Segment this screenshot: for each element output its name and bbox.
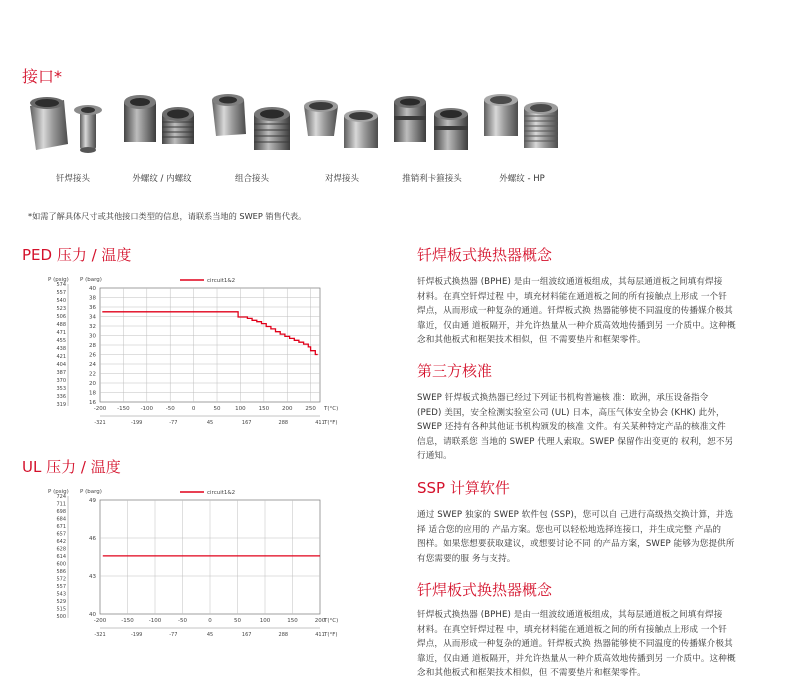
combination-fitting-icon — [212, 94, 290, 150]
caption-thread: 外螺纹 / 内螺纹 — [132, 174, 192, 184]
y-axis-label-barg: P (barg) — [80, 277, 102, 283]
y-axis-label-barg: P (barg) — [80, 489, 102, 495]
text-line: 材料。在真空钎焊过程 中，填充材料能在通道板之间的所有接触点上形成 一个钎 — [417, 291, 727, 302]
text-line: 材料。在真空钎焊过程 中，填充材料能在通道板之间的所有接触点上形成 一个钎 — [417, 624, 727, 635]
y-tick-barg: 40 — [89, 612, 96, 618]
x-tick-c: -150 — [117, 406, 130, 412]
x-unit-f: T(°F) — [324, 632, 338, 638]
section-body — [417, 275, 787, 348]
caption-butt-weld: 对焊接头 — [324, 174, 359, 184]
y-tick-psig: 455 — [56, 338, 66, 344]
x-tick-c: 150 — [258, 406, 270, 412]
text-line: 通过 SWEP 独家的 SWEP 软件包 (SSP)，您可以自 己进行高级热交换计算，并选 — [417, 510, 734, 520]
x-tick-c: -200 — [93, 618, 107, 624]
x-tick-c: 150 — [287, 618, 298, 624]
text-column — [417, 244, 787, 348]
text-line: 焊点，从而形成一种复杂的通道。钎焊板式换 热器能够使不同温度的传播媒介极其 — [417, 639, 733, 650]
y-tick-barg: 22 — [89, 371, 96, 378]
text-line: 焊点，从而形成一种复杂的通道。钎焊板式换 热器能够使不同温度的传播媒介极其 — [417, 306, 733, 317]
y-tick-psig: 724 — [56, 494, 66, 500]
y-tick-barg: 18 — [89, 390, 96, 397]
ped-chart — [22, 270, 352, 430]
x-unit-c: T(°C) — [324, 406, 339, 412]
section-title: SSP 计算软件 — [417, 479, 510, 497]
hp-thread-fitting-icon — [484, 94, 558, 148]
x-tick-c: 100 — [235, 406, 246, 412]
x-tick-c: -50 — [165, 406, 175, 412]
text-line: 有您需要的服 务与支持。 — [417, 553, 516, 564]
y-tick-barg: 26 — [89, 352, 96, 359]
text-line: 靠近，仅由通 道板隔开，并允许热量从一种介质高效地传播到另 一介质中。这种概 — [417, 320, 736, 331]
x-tick-f: -199 — [130, 632, 143, 638]
y-tick-psig: 336 — [56, 394, 66, 400]
y-tick-psig: 529 — [56, 599, 66, 605]
y-tick-barg: 49 — [89, 498, 96, 504]
y-tick-barg: 24 — [89, 362, 96, 368]
clamp-fitting-icon — [394, 96, 468, 150]
connection-images — [22, 92, 582, 162]
y-tick-psig: 698 — [56, 509, 66, 515]
y-tick-psig: 404 — [56, 362, 66, 368]
y-tick-psig: 684 — [56, 516, 66, 523]
brazed-fitting-icon — [30, 97, 102, 153]
text-line: 择 适合您的应用的 产品方案。您也可以轻松地选择连接口，并生成完整 产品的 — [417, 524, 722, 535]
y-tick-psig: 543 — [56, 591, 66, 598]
y-tick-psig: 438 — [56, 346, 66, 352]
x-tick-f: -321 — [94, 632, 106, 638]
y-tick-psig: 515 — [56, 606, 66, 613]
y-tick-psig: 711 — [56, 501, 66, 508]
text-line: 念和其他板式和框架技术相似，但 不需要垫片和框架零件。 — [417, 668, 646, 679]
y-tick-psig: 671 — [56, 524, 66, 530]
x-tick-c: -50 — [178, 618, 187, 624]
x-tick-f: -77 — [169, 420, 178, 426]
x-tick-c: -100 — [148, 618, 162, 624]
y-tick-psig: 574 — [56, 282, 66, 288]
series-line — [102, 312, 317, 355]
y-tick-psig: 628 — [56, 546, 66, 553]
section-title: 第三方核准 — [417, 362, 493, 380]
fittings-illustration — [22, 92, 582, 162]
y-tick-psig: 387 — [56, 370, 66, 376]
connections-footnote: *如需了解具体尺寸或其他接口类型的信息，请联系当地的 SWEP 销售代表。 — [28, 211, 307, 221]
y-tick-psig: 523 — [56, 306, 66, 312]
y-axis-label-psig: P (psig) — [48, 489, 69, 495]
text-column — [417, 477, 787, 566]
caption-brazed: 钎焊接头 — [55, 174, 90, 184]
y-tick-psig: 506 — [56, 314, 66, 320]
y-tick-psig: 557 — [56, 584, 66, 590]
x-tick-c: 100 — [259, 618, 271, 624]
text-line: 念和其他板式和框架技术相似，但 不需要垫片和框架零件。 — [417, 335, 646, 346]
y-tick-barg: 28 — [89, 343, 96, 349]
section-title: 钎焊板式换热器概念 — [417, 246, 553, 264]
y-tick-barg: 38 — [89, 295, 96, 302]
x-tick-c: 200 — [314, 618, 326, 624]
y-tick-barg: 43 — [89, 574, 96, 580]
connections-title: 接口* — [22, 67, 63, 86]
y-tick-psig: 600 — [56, 561, 66, 568]
y-tick-psig: 557 — [56, 290, 66, 296]
ped-title: PED 压力 / 温度 — [22, 246, 132, 264]
y-tick-psig: 642 — [56, 539, 66, 545]
y-tick-psig: 319 — [56, 402, 66, 408]
y-tick-barg: 16 — [89, 400, 96, 406]
x-tick-c: 250 — [305, 406, 316, 412]
text-line: 钎焊板式换热器 (BPHE) 是由一组波纹通道板组成，其每层通道板之间填有焊接 — [417, 277, 723, 287]
text-line: SWEP 还持有各种其他证书机构颁发的核准 文件。有关某种特定产品的核准文件 — [417, 422, 726, 433]
caption-clamp: 推销利卡箍接头 — [402, 174, 462, 184]
text-line: (PED) 美国，安全检测实验室公司 (UL) 日本，高压气体安全协会 (KHK) 此外， — [417, 407, 725, 418]
x-tick-c: -200 — [93, 406, 107, 412]
x-tick-c: 0 — [208, 618, 212, 624]
y-tick-psig: 370 — [56, 378, 66, 384]
y-tick-barg: 32 — [89, 324, 96, 330]
x-tick-f: 288 — [278, 420, 289, 426]
text-line: 行通知。 — [417, 451, 452, 462]
y-tick-barg: 30 — [89, 333, 96, 340]
y-tick-barg: 46 — [89, 536, 96, 542]
ul-title: UL 压力 / 温度 — [22, 458, 121, 476]
section-title: 钎焊板式换热器概念 — [417, 581, 553, 599]
x-tick-f: 167 — [241, 420, 252, 426]
x-tick-c: -150 — [121, 618, 134, 624]
x-tick-c: 50 — [213, 406, 221, 412]
text-line: 信息，请联系您 当地的 SWEP 代理人索取。SWEP 保留作出变更的 权利，恕不另 — [417, 436, 734, 447]
y-tick-barg: 20 — [89, 381, 96, 387]
y-tick-barg: 36 — [89, 305, 96, 311]
section-body — [417, 508, 787, 566]
x-tick-f: 45 — [206, 420, 214, 426]
x-tick-c: 0 — [191, 406, 196, 412]
y-tick-psig: 586 — [56, 569, 66, 575]
butt-weld-fitting-icon — [304, 100, 378, 148]
x-unit-f: T(°F) — [324, 420, 338, 426]
section-body — [417, 608, 787, 681]
caption-hp-thread: 外螺纹 - HP — [499, 174, 545, 184]
text-line: 图样。如果您想要获取建议，或想要讨论不同 的产品方案，SWEP 能够为您提供所 — [417, 539, 735, 550]
caption-combination: 组合接头 — [234, 174, 269, 184]
legend-label: circuit1&2 — [207, 278, 236, 284]
x-tick-f: -321 — [94, 420, 106, 426]
y-tick-psig: 471 — [56, 330, 66, 336]
x-tick-f: 288 — [278, 632, 289, 638]
text-column — [417, 360, 787, 464]
y-tick-barg: 34 — [89, 314, 96, 321]
text-line: 钎焊板式换热器 (BPHE) 是由一组波纹通道板组成，其每层通道板之间填有焊接 — [417, 610, 723, 620]
legend-label: circuit1&2 — [207, 490, 236, 496]
y-tick-psig: 488 — [56, 322, 66, 328]
y-tick-psig: 540 — [56, 298, 66, 304]
text-line: SWEP 钎焊板式换热器已经过下列证书机构普遍核 准：欧洲，承压设备指令 — [417, 393, 709, 403]
y-tick-psig: 500 — [56, 614, 66, 620]
threaded-fitting-icon — [124, 95, 194, 144]
y-tick-psig: 572 — [56, 576, 66, 583]
y-axis-label-psig: P (psig) — [48, 277, 69, 283]
y-tick-psig: 657 — [56, 531, 66, 538]
x-tick-c: -100 — [140, 406, 154, 412]
x-tick-f: -77 — [169, 632, 178, 638]
x-tick-f: -199 — [130, 420, 143, 426]
text-column — [417, 579, 787, 681]
x-tick-f: 167 — [241, 632, 252, 638]
y-tick-psig: 614 — [56, 554, 66, 560]
section-body — [417, 391, 787, 464]
y-tick-barg: 40 — [89, 286, 96, 292]
y-tick-psig: 353 — [56, 386, 66, 392]
x-unit-c: T(°C) — [324, 618, 339, 624]
x-tick-f: 45 — [206, 632, 214, 638]
x-tick-c: 50 — [234, 618, 241, 624]
x-tick-f: 411 — [315, 632, 325, 638]
y-tick-psig: 421 — [56, 354, 66, 360]
x-tick-c: 200 — [281, 406, 293, 412]
ul-chart — [22, 482, 352, 642]
x-tick-f: 411 — [315, 420, 325, 426]
text-line: 靠近，仅由通 道板隔开，并允许热量从一种介质高效地传播到另 一介质中。这种概 — [417, 653, 736, 664]
